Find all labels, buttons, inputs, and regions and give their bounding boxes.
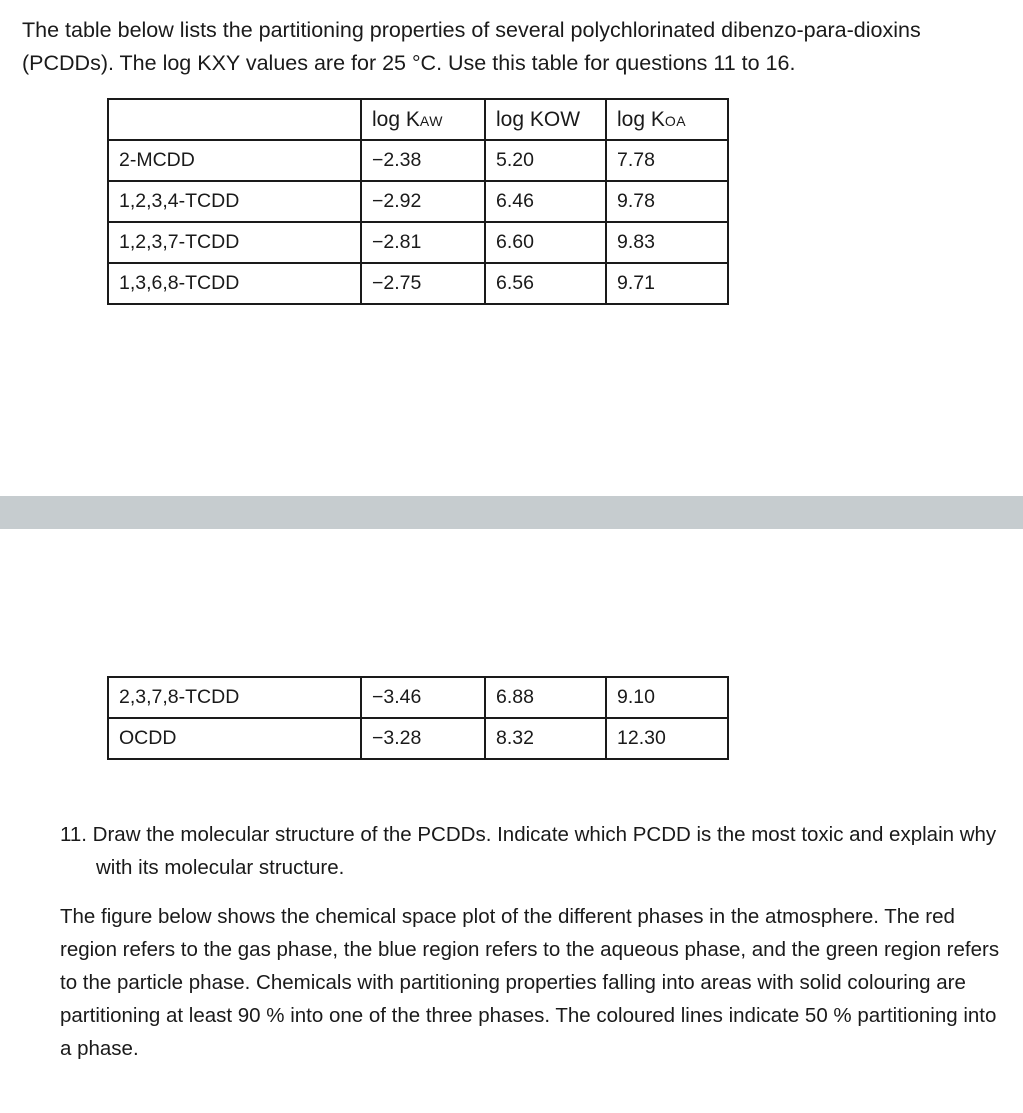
figure-description-paragraph: The figure below shows the chemical space plot of the different phases in the atmosphere. The red region refers to the gas phase, the blue region refers to the aqueous phase, and the green region refers to the particle phase. Chemicals with partitioning properties falling into areas with solid colouring are partitioning at least 90 % into one of the three phases. The coloured lines indicate 50 % partitioning into a phase. [60, 905, 1000, 1060]
page-break-divider [0, 496, 1023, 529]
header-log-kow: log KOW [485, 99, 606, 140]
cell-log-koa: 9.83 [606, 222, 728, 263]
table-row [108, 263, 728, 304]
partitioning-table-top [107, 98, 729, 305]
cell-compound: 1,2,3,7-TCDD [108, 222, 361, 263]
cell-log-kow: 8.32 [485, 718, 606, 759]
intro-paragraph: The table below lists the partitioning properties of several polychlorinated dibenzo-para-dioxins (PCDDs). The log KXY values are for 25 °C. Use this table for questions 11 to 16. [22, 18, 921, 75]
cell-log-kaw: −3.46 [361, 677, 485, 718]
header-log-koa: log KOA [606, 99, 728, 140]
cell-log-kow: 6.46 [485, 181, 606, 222]
cell-log-kaw: −3.28 [361, 718, 485, 759]
cell-compound: 2,3,7,8-TCDD [108, 677, 361, 718]
table-row [108, 181, 728, 222]
cell-log-koa: 12.30 [606, 718, 728, 759]
table-row [108, 718, 728, 759]
cell-compound: OCDD [108, 718, 361, 759]
cell-log-koa: 9.71 [606, 263, 728, 304]
cell-log-kow: 6.60 [485, 222, 606, 263]
cell-log-kow: 6.88 [485, 677, 606, 718]
cell-compound: 1,2,3,4-TCDD [108, 181, 361, 222]
cell-log-koa: 9.10 [606, 677, 728, 718]
cell-compound: 2-MCDD [108, 140, 361, 181]
cell-log-kaw: −2.81 [361, 222, 485, 263]
table-header-row [108, 99, 728, 140]
header-log-kaw: log KAW [361, 99, 485, 140]
cell-log-koa: 9.78 [606, 181, 728, 222]
cell-log-kow: 6.56 [485, 263, 606, 304]
cell-log-koa: 7.78 [606, 140, 728, 181]
cell-compound: 1,3,6,8-TCDD [108, 263, 361, 304]
cell-log-kow: 5.20 [485, 140, 606, 181]
question-11: 11. Draw the molecular structure of the PCDDs. Indicate which PCDD is the most toxic and explain why with its molecular structure. [60, 823, 997, 879]
partitioning-table-bottom [107, 676, 729, 760]
table-row [108, 677, 728, 718]
table-row [108, 222, 728, 263]
cell-log-kaw: −2.92 [361, 181, 485, 222]
cell-log-kaw: −2.75 [361, 263, 485, 304]
cell-log-kaw: −2.38 [361, 140, 485, 181]
table-row [108, 140, 728, 181]
header-compound [108, 99, 361, 140]
